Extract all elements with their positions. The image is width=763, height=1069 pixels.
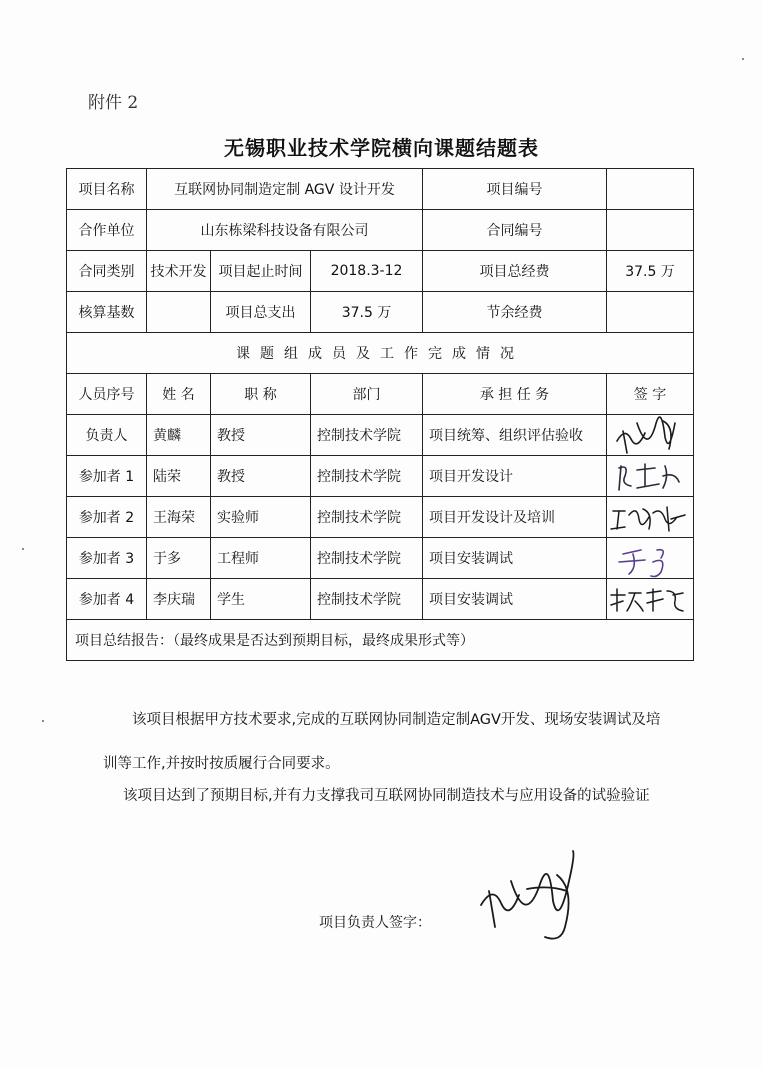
contract-no-value [607, 210, 694, 251]
accounting-base-label: 核算基数 [67, 292, 147, 333]
member-signature [607, 538, 694, 579]
row-summary [67, 620, 694, 661]
members-section-title: 课题组成员及工作完成情况 [67, 333, 694, 374]
total-funds-value: 37.5 万 [607, 251, 694, 292]
member-dept: 控制技术学院 [311, 538, 423, 579]
member-role: 负责人 [67, 415, 147, 456]
header-role: 人员序号 [67, 374, 147, 415]
member-title: 工程师 [211, 538, 311, 579]
member-title: 教授 [211, 415, 311, 456]
member-dept: 控制技术学院 [311, 579, 423, 620]
member-title: 实验师 [211, 497, 311, 538]
member-task: 项目统筹、组织评估验收 [423, 415, 607, 456]
surplus-value [607, 292, 694, 333]
member-role: 参加者 1 [67, 456, 147, 497]
contract-no-label: 合同编号 [423, 210, 607, 251]
total-expense-value: 37.5 万 [311, 292, 423, 333]
member-dept: 控制技术学院 [311, 497, 423, 538]
summary-paragraph-1: 该项目根据甲方技术要求,完成的互联网协同制造定制AGV开发、现场安装调试及培训等工作,并按时按质履行合同要求。 [103, 712, 661, 772]
member-signature [607, 579, 694, 620]
member-dept: 控制技术学院 [311, 415, 423, 456]
row-accounting [67, 292, 694, 333]
partner-value: 山东栋梁科技设备有限公司 [147, 210, 423, 251]
surplus-label: 节余经费 [423, 292, 607, 333]
contract-type-label: 合同类别 [67, 251, 147, 292]
member-task: 项目开发设计及培训 [423, 497, 607, 538]
scan-speck [742, 58, 744, 60]
period-label: 项目起止时间 [211, 251, 311, 292]
project-no-label: 项目编号 [423, 169, 607, 210]
member-name: 黄麟 [147, 415, 211, 456]
member-task: 项目安装调试 [423, 538, 607, 579]
member-row [67, 415, 694, 456]
member-name: 陆荣 [147, 456, 211, 497]
scan-speck [22, 548, 24, 550]
row-member-headers [67, 374, 694, 415]
summary-paragraph-2: 该项目达到了预期目标,并有力支撑我司互联网协同制造技术与应用设备的试验验证 [123, 788, 650, 804]
signature-mark [607, 575, 694, 623]
attachment-label: 附件 2 [88, 93, 139, 113]
member-row [67, 538, 694, 579]
member-title: 学生 [211, 579, 311, 620]
contract-type-value: 技术开发 [147, 251, 211, 292]
row-contract-type [67, 251, 694, 292]
member-role: 参加者 2 [67, 497, 147, 538]
row-project-name [67, 169, 694, 210]
member-name: 于多 [147, 538, 211, 579]
total-funds-label: 项目总经费 [423, 251, 607, 292]
member-title: 教授 [211, 456, 311, 497]
member-dept: 控制技术学院 [311, 456, 423, 497]
form-title: 无锡职业技术学院横向课题结题表 [224, 136, 539, 160]
header-title: 职 称 [211, 374, 311, 415]
header-dept: 部门 [311, 374, 423, 415]
header-task: 承 担 任 务 [423, 374, 607, 415]
project-name-value: 互联网协同制造定制 AGV 设计开发 [147, 169, 423, 210]
member-name: 王海荣 [147, 497, 211, 538]
member-task: 项目安装调试 [423, 579, 607, 620]
member-signature [607, 456, 694, 497]
summary-cell [67, 620, 694, 931]
leader-sign-label: 项目负责人签字： [319, 915, 431, 931]
header-name: 姓 名 [147, 374, 211, 415]
accounting-base-value [147, 292, 211, 333]
closure-form-table [66, 168, 694, 931]
scan-speck [42, 720, 44, 722]
total-expense-label: 项目总支出 [211, 292, 311, 333]
member-row [67, 579, 694, 620]
member-signature [607, 497, 694, 538]
partner-label: 合作单位 [67, 210, 147, 251]
row-partner [67, 210, 694, 251]
summary-heading: 项目总结报告：（最终成果是否达到预期目标，最终成果形式等） [75, 633, 474, 649]
member-row [67, 497, 694, 538]
member-task: 项目开发设计 [423, 456, 607, 497]
member-signature [607, 415, 694, 456]
row-section-title [67, 333, 694, 374]
member-role: 参加者 4 [67, 579, 147, 620]
period-value: 2018.3-12 [311, 251, 423, 292]
project-no-value [607, 169, 694, 210]
member-row [67, 456, 694, 497]
leader-signature-mark [467, 845, 617, 955]
project-name-label: 项目名称 [67, 169, 147, 210]
member-role: 参加者 3 [67, 538, 147, 579]
member-name: 李庆瑞 [147, 579, 211, 620]
header-signature: 签 字 [607, 374, 694, 415]
